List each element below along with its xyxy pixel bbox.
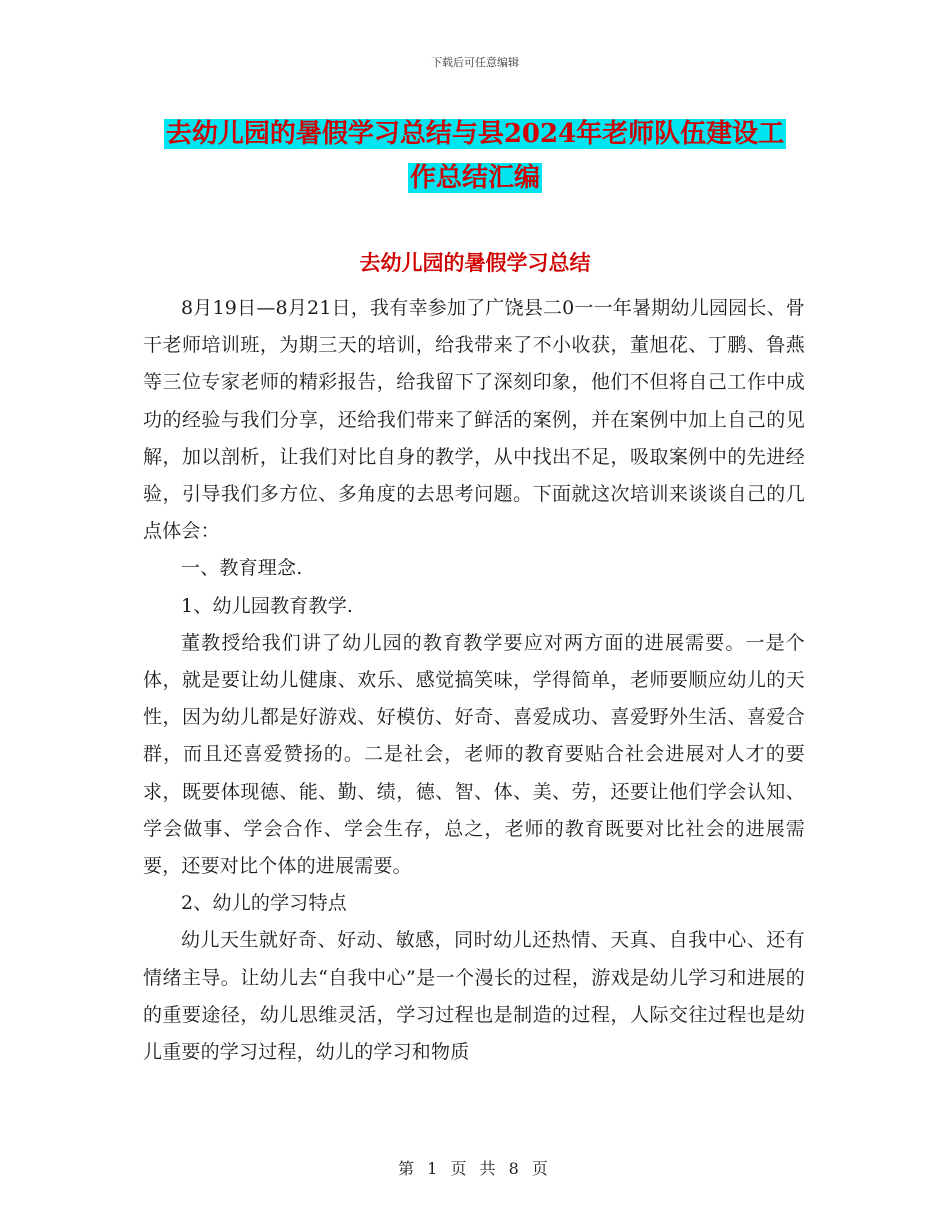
paragraph: 董教授给我们讲了幼儿园的教育教学要应对两方面的进展需要。一是个体，就是要让幼儿健康、欢乐、感觉搞笑味，学得简单，老师要顺应幼儿的天性，因为幼儿都是好游戏、好模仿、好奇、喜爱成功、喜爱野外生活、喜爱合群，而且还喜爱赞扬的。二是社会，老师的教育要贴合社会进展对人才的要求，既要体现德、能、勤、绩，德、智、体、美、劳，还要让他们学会认知、学会做事、学会合作、学会生存，总之，老师的教育既要对比社会的进展需要，还要对比个体的进展需要。	[143, 631, 805, 878]
paragraph: 8月19日—8月21日，我有幸参加了广饶县二0一一年暑期幼儿园园长、骨干老师培训班，为期三天的培训，给我带来了不小收获，董旭花、丁鹏、鲁燕等三位专家老师的精彩报告，给我留下了深刻印象，他们不但将自己工作中成功的经验与我们分享，还给我们带来了鲜活的案例，并在案例中加上自己的见解，加以剖析，让我们对比自身的教学，从中找出不足，吸取案例中的先进经验，引导我们多方位、多角度的去思考问题。下面就这次培训来谈谈自己的几点体会：	[143, 297, 805, 543]
paragraph: 幼儿天生就好奇、好动、敏感，同时幼儿还热情、天真、自我中心、还有情绪主导。让幼儿去“自我中心”是一个漫长的过程，游戏是幼儿学习和进展的的重要途径，幼儿思维灵活，学习过程也是制造的过程，人际交往过程也是幼儿重要的学习过程，幼儿的学习和物质	[143, 929, 805, 1064]
section-title: 去幼儿园的暑假学习总结	[359, 250, 591, 275]
title-line-1: 去幼儿园的暑假学习总结与县2024年老师队伍建设工	[165, 119, 785, 149]
title-line-2: 作总结汇编	[409, 163, 540, 193]
paragraph: 1、幼儿园教育教学.	[181, 594, 354, 617]
page-header-note: 下载后可任意编辑	[431, 56, 519, 69]
paragraph: 2、幼儿的学习特点	[181, 892, 347, 915]
body-text	[143, 290, 805, 1071]
document-title	[0, 112, 950, 200]
paragraph: 一、教育理念.	[181, 557, 303, 580]
page-footer: 第 1 页 共 8 页	[398, 1159, 552, 1178]
